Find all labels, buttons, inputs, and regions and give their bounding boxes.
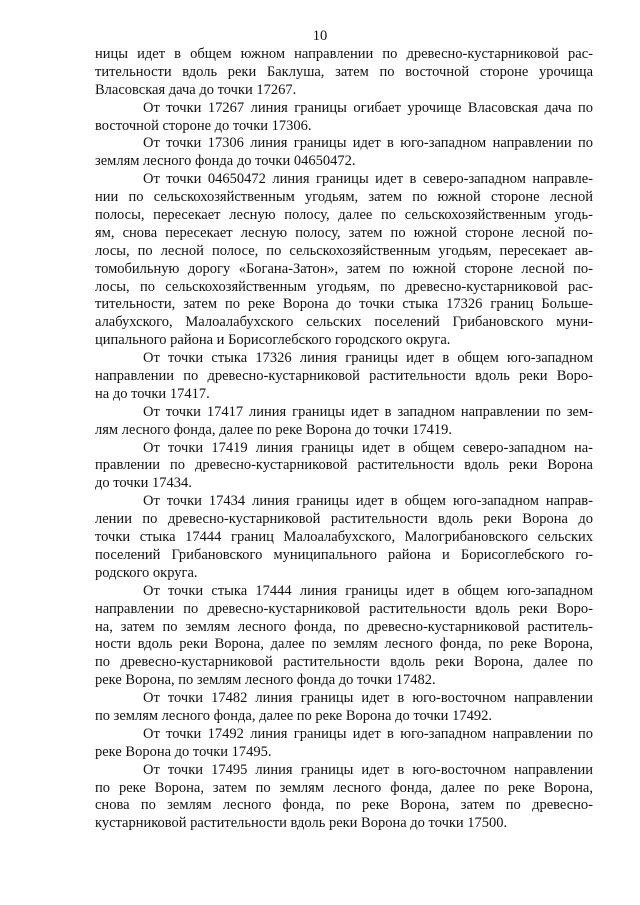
paragraph bbox=[95, 135, 593, 171]
paragraph bbox=[95, 46, 593, 100]
text-line: реке Ворона, по землям лесного фонда до точки 17482. bbox=[95, 672, 436, 689]
text-line: лосы, по сельскохозяйственным угодьям, по древесно-кустарниковой рас- bbox=[95, 278, 593, 295]
text-line: тительности, затем по реке Ворона до точки стыка 17326 границ Больше- bbox=[95, 296, 593, 313]
text-line: по древесно-кустарниковой растительности вдоль реки Ворона, далее по bbox=[95, 654, 593, 671]
text-line: по землям лесного фонда, далее по реке Ворона до точки 17492. bbox=[95, 707, 492, 724]
text-line: по реке Ворона, затем по землям лесного фонда, далее по реке Ворона, bbox=[95, 779, 593, 796]
page-number: 10 bbox=[312, 28, 328, 44]
text-line: От точки 04650472 линия границы идет в северо-западном направле- bbox=[143, 171, 593, 188]
paragraph bbox=[95, 726, 593, 762]
paragraph bbox=[95, 350, 593, 404]
text-line: томобильную дорогу «Богана-Затон», затем по южной стороне лесной по- bbox=[95, 260, 593, 277]
text-line: От точки 17482 линия границы идет в юго-восточном направлении bbox=[143, 690, 593, 707]
text-line: От точки стыка 17326 линия границы идет в общем юго-западном bbox=[143, 350, 593, 367]
text-line: От точки 17419 линия границы идет в общем северо-западном на- bbox=[143, 439, 593, 456]
page-body bbox=[95, 46, 593, 833]
text-line: нии по сельскохозяйственным угодьям, затем по южной стороне лесной bbox=[95, 189, 593, 206]
text-line: реке Ворона до точки 17495. bbox=[95, 743, 272, 760]
text-line: От точки 17267 линия границы огибает урочище Власовская дача по bbox=[143, 99, 593, 116]
text-line: Власовская дача до точки 17267. bbox=[95, 81, 297, 98]
paragraph bbox=[95, 171, 593, 350]
text-line: ности вдоль реки Ворона, далее по землям лесного фонда, по реке Ворона, bbox=[95, 636, 593, 653]
text-line: ципального района и Борисоглебского городского округа. bbox=[95, 332, 451, 349]
text-line: восточной стороне до точки 17306. bbox=[95, 117, 312, 134]
text-line: снова по землям лесного фонда, по реке Ворона, затем по древесно- bbox=[95, 797, 593, 814]
text-line: правлении по древесно-кустарниковой растительности вдоль реки Ворона bbox=[95, 457, 593, 474]
text-line: направлении по древесно-кустарниковой растительности вдоль реки Воро- bbox=[95, 368, 593, 385]
paragraph bbox=[95, 440, 593, 494]
text-line: От точки 17417 линия границы идет в западном направлении по зем- bbox=[143, 403, 593, 420]
text-line: до точки 17434. bbox=[95, 475, 192, 492]
text-line: От точки 17434 линия границы идет в общем юго-западном направ- bbox=[143, 493, 593, 510]
paragraph bbox=[95, 762, 593, 834]
text-line: полосы, пересекает лесную полосу, далее по сельскохозяйственным угодь- bbox=[95, 207, 593, 224]
text-line: точки стыка 17444 границ Малоалабухского, Малогрибановского сельских bbox=[95, 529, 593, 546]
text-line: поселений Грибановского муниципального района и Борисоглебского го- bbox=[95, 546, 593, 563]
paragraph bbox=[95, 493, 593, 582]
text-line: алабухского, Малоалабухского сельских поселений Грибановского муни- bbox=[95, 314, 593, 331]
text-line: От точки стыка 17444 линия границы идет в общем юго-западном bbox=[143, 582, 593, 599]
text-line: кустарниковой растительности вдоль реки Ворона до точки 17500. bbox=[95, 815, 508, 832]
text-line: землям лесного фонда до точки 04650472. bbox=[95, 153, 356, 170]
text-line: От точки 17306 линия границы идет в юго-западном направлении по bbox=[143, 135, 593, 152]
text-line: на, затем по землям лесного фонда, по древесно-кустарниковой раститель- bbox=[95, 618, 593, 635]
text-line: лосы, по лесной полосе, по сельскохозяйственным угодьям, пересекает ав- bbox=[95, 242, 593, 259]
text-line: тительности вдоль реки Баклуша, затем по восточной стороне урочища bbox=[95, 63, 593, 80]
text-line: От точки 17495 линия границы идет в юго-восточном направлении bbox=[143, 761, 593, 778]
text-line: От точки 17492 линия границы идет в юго-западном направлении по bbox=[143, 725, 593, 742]
text-line: родского округа. bbox=[95, 564, 198, 581]
paragraph bbox=[95, 100, 593, 136]
paragraph bbox=[95, 404, 593, 440]
paragraph bbox=[95, 690, 593, 726]
text-line: ницы идет в общем южном направлении по древесно-кустарниковой рас- bbox=[95, 46, 593, 62]
text-line: ям, снова пересекает лесную полосу, затем по южной стороне лесной по- bbox=[95, 224, 593, 241]
text-line: на до точки 17417. bbox=[95, 385, 210, 402]
text-line: направлении по древесно-кустарниковой растительности вдоль реки Воро- bbox=[95, 600, 593, 617]
text-line: лении по древесно-кустарниковой растительности вдоль реки Ворона до bbox=[95, 511, 593, 528]
text-line: лям лесного фонда, далее по реке Ворона до точки 17419. bbox=[95, 421, 452, 438]
paragraph bbox=[95, 583, 593, 690]
